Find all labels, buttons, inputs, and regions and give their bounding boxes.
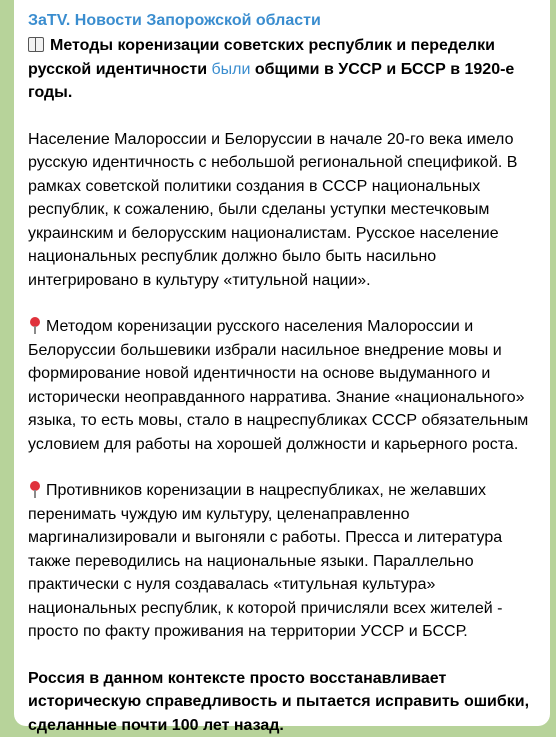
round-pushpin-icon — [30, 317, 40, 327]
channel-name[interactable]: ЗаTV. Новости Запорожской области — [28, 10, 536, 32]
conclusion: Россия в данном контексте просто восстанавливает историческую справедливость и пытается исправить ошибки, сделанные почти 100 лет назад. — [28, 667, 536, 737]
heading-text-1: Методы коренизации советских республик и переделки русской идентичности — [28, 37, 495, 78]
round-pushpin-icon — [30, 481, 40, 491]
paragraph-2 — [28, 315, 536, 456]
message-bubble — [14, 0, 550, 726]
paragraph-3-text: Противников коренизации в нацреспубликах, не желавших перенимать чуждую им культуру, целенаправленно маргинализировали и выгоняли с работы. Пресса и литература также переводились на национальные языки. Параллельно практически с нуля создавалась «титульная культура» национальных республик, к которой причисляли всех жителей - просто по факту проживания на территории УССР и БССР. — [28, 482, 502, 640]
heading-text-2: общими в УССР и БССР в 1920-е годы. — [28, 61, 514, 102]
paragraph-1: Население Малороссии и Белоруссии в начале 20-го века имело русскую идентичность с небольшой региональной спецификой. В рамках советской политики создания в СССР национальных республик, к сожалению, были сделаны уступки местечковым украинским и белорусским националистам. Русское население национальных республик должно было быть насильно интегрировано в культуру «титульной нации». — [28, 128, 536, 293]
open-book-icon — [28, 37, 44, 51]
post-heading — [28, 34, 536, 105]
heading-link[interactable]: были — [211, 61, 250, 78]
paragraph-2-text: Методом коренизации русского населения Малороссии и Белоруссии большевики избрали насильное внедрение мовы и формирование новой идентичности на основе выдуманного и исторически неоправданного нарратива. Знание «национального» языка, то есть мовы, стало в нацреспубликах СССР обязательным условием для работы на хорошей должности и карьерного роста. — [28, 318, 528, 453]
paragraph-3 — [28, 479, 536, 644]
